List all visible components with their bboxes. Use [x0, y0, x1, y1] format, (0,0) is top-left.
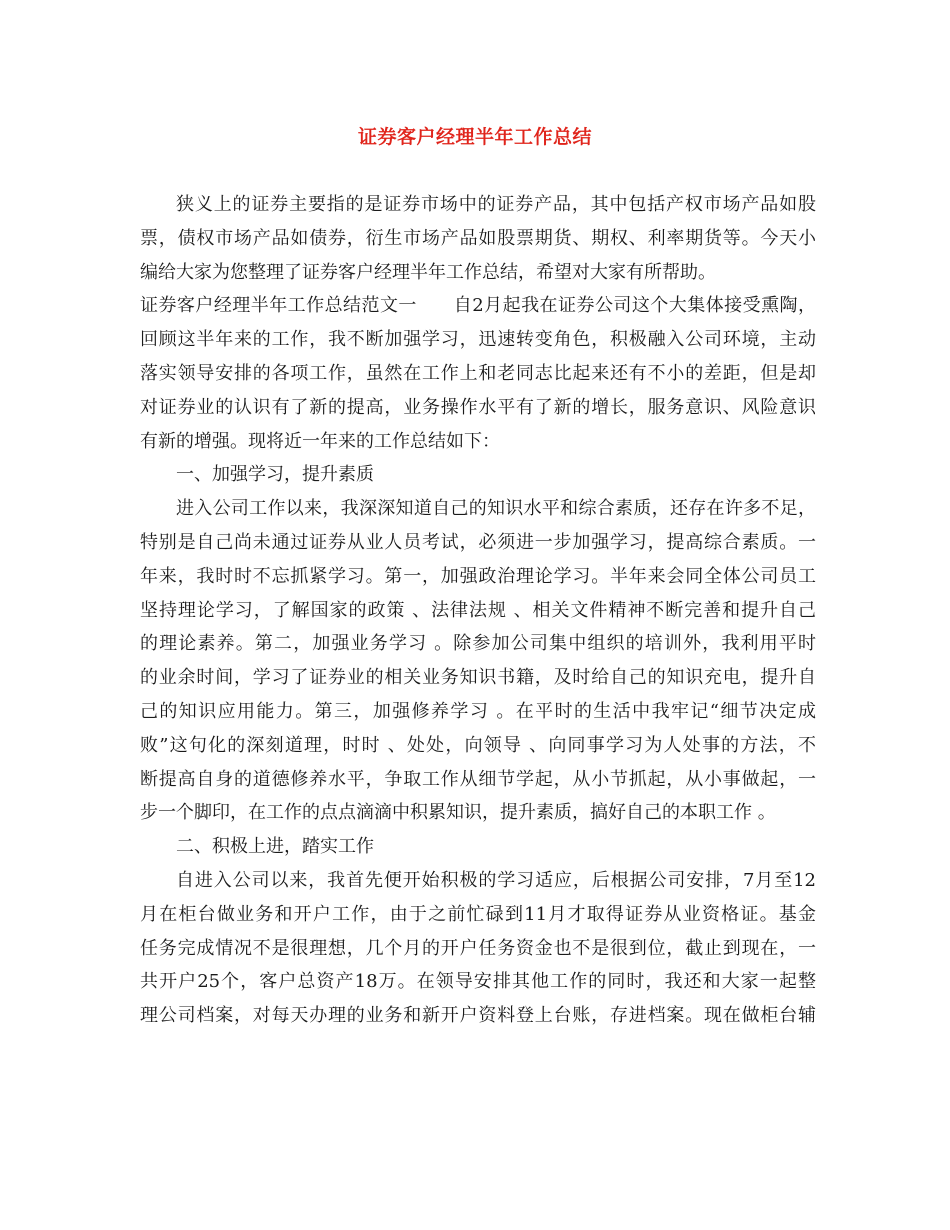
- text-line: 票，债权市场产品如债券，衍生市场产品如股票期货、期权、利率期货等。今天小: [140, 227, 816, 249]
- text-line: 进入公司工作以来，我深深知道自己的知识水平和综合素质，还存在许多不足，: [176, 498, 816, 520]
- text-line: 理公司档案，对每天办理的业务和新开户资料登上台账，存进档案。现在做柜台辅: [140, 1005, 816, 1027]
- text-line: 有新的增强。现将近一年来的工作总结如下：: [140, 430, 500, 452]
- text-line: 证券客户经理半年工作总结范文一 自2月起我在证券公司这个大集体接受熏陶，: [140, 295, 816, 317]
- text-line: 的理论素养。第二，加强业务学习 。除参加公司集中组织的培训外，我利用平时: [140, 633, 816, 655]
- document-body: [140, 188, 816, 1033]
- text-line: 对证券业的认识有了新的提高，业务操作水平有了新的增长，服务意识、风险意识: [140, 396, 816, 418]
- text-line: 任务完成情况不是很理想，几个月的开户任务资金也不是很到位，截止到现在，一: [140, 937, 816, 959]
- text-line: 己的知识应用能力。第三，加强修养学习 。在平时的生活中我牢记“细节决定成: [140, 700, 816, 722]
- section-heading: 二、积极上进，踏实工作: [176, 836, 374, 858]
- text-line: 断提高自身的道德修养水平，争取工作从细节学起，从小节抓起，从小事做起，一: [140, 768, 816, 790]
- text-line: 月在柜台做业务和开户工作，由于之前忙碌到11月才取得证券从业资格证。基金: [140, 903, 816, 925]
- text-line: 步一个脚印，在工作的点点滴滴中积累知识，提升素质，搞好自己的本职工作 。: [140, 802, 776, 824]
- text-line: 坚持理论学习，了解国家的政策 、法律法规 、相关文件精神不断完善和提升自己: [140, 599, 816, 621]
- text-line: 特别是自己尚未通过证券从业人员考试，必须进一步加强学习，提高综合素质。一: [140, 531, 816, 553]
- text-line: 编给大家为您整理了证券客户经理半年工作总结，希望对大家有所帮助。: [140, 261, 716, 283]
- text-line: 年来，我时时不忘抓紧学习。第一，加强政治理论学习。半年来会同全体公司员工: [140, 565, 816, 587]
- text-line: 共开户25个，客户总资产18万。在领导安排其他工作的同时，我还和大家一起整: [140, 971, 816, 993]
- text-line: 狭义上的证券主要指的是证券市场中的证券产品，其中包括产权市场产品如股: [176, 194, 816, 215]
- text-line: 回顾这半年来的工作，我不断加强学习，迅速转变角色，积极融入公司环境，主动: [140, 329, 816, 351]
- document-title: 证券客户经理半年工作总结: [357, 126, 592, 148]
- section-heading: 一、加强学习，提升素质: [176, 464, 374, 486]
- text-line: 落实领导安排的各项工作，虽然在工作上和老同志比起来还有不小的差距，但是却: [140, 362, 816, 384]
- text-line: 的业余时间，学习了证券业的相关业务知识书籍，及时给自己的知识充电，提升自: [140, 667, 816, 689]
- text-line: 自进入公司以来，我首先便开始积极的学习适应，后根据公司安排，7月至12: [176, 869, 816, 891]
- text-line: 败”这句化的深刻道理，时时 、处处，向领导 、向同事学习为人处事的方法，不: [140, 734, 816, 756]
